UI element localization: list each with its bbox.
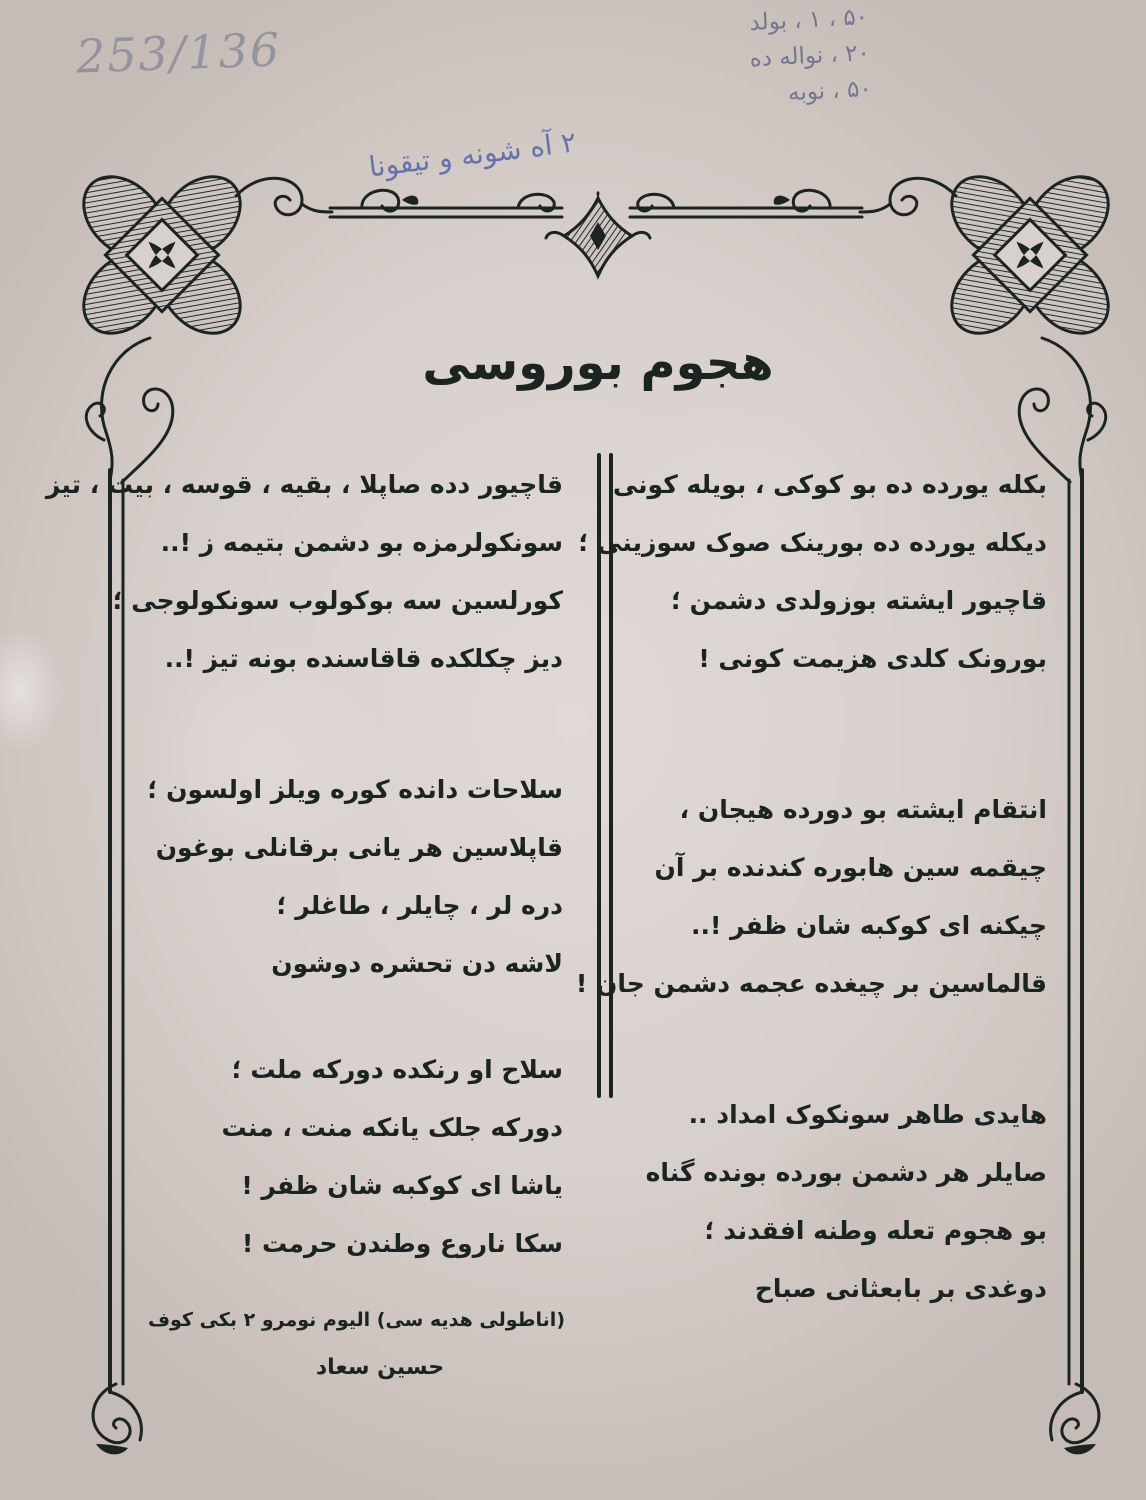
verse-line: سلاح او رنکده دورکه ملت ؛ xyxy=(231,1055,563,1084)
ink-margin-note-line: ۵۰ ، ۱ ، بولد xyxy=(748,4,869,37)
source-attribution: (اناطولی هدیه سی) الیوم نومرو ۲ بکی کوف xyxy=(147,1309,565,1331)
verse-line: چیکنه ای کوکبه شان ظفر !.. xyxy=(690,911,1047,940)
verse-line: انتقام ایشته بو دورده هیجان ، xyxy=(679,795,1047,824)
verse-line: دیز چکلکده قاقاسنده بونه تیز !.. xyxy=(164,644,563,673)
verse-line: دره لر ، چایلر ، طاغلر ؛ xyxy=(276,891,563,920)
verse-line: قاچیور دده صاپلا ، بقیه ، قوسه ، بیت ، تیز xyxy=(45,470,563,499)
catalog-number-note: 253/136 xyxy=(75,22,282,84)
verse-line: هایدی طاهر سونکوک امداد .. xyxy=(688,1100,1047,1129)
left-column xyxy=(45,0,565,1500)
stanza xyxy=(635,1086,1047,1318)
verse-line: دیکله یورده ده بورینک صوک سوزینی ؛ xyxy=(578,528,1047,557)
verse-line: یاشا ای کوکبه شان ظفر ! xyxy=(241,1171,563,1200)
poem-title: هجوم بوروسی xyxy=(422,335,774,391)
verse-line: قاچیور ایشته بوزولدی دشمن ؛ xyxy=(670,586,1047,615)
stanza xyxy=(45,456,563,688)
ink-margin-note-line: ۵۰ ، نوبه xyxy=(787,75,873,107)
verse-line: قاپلاسین هر یانی برقانلی بوغون xyxy=(155,833,563,862)
verse-line: لاشه دن تحشره دوشون xyxy=(271,949,563,978)
verse-line: بکله یورده ده بو کوکی ، بویله کونی xyxy=(612,470,1047,499)
verse-line: سونکولرمزه بو دشمن بتیمه ز !.. xyxy=(160,528,563,557)
verse-line: بورونک کلدی هزیمت کونی ! xyxy=(698,644,1047,673)
verse-line: دوغدی بر بابعثانی صباح xyxy=(754,1274,1047,1303)
verse-line: قالماسین بر چیغده عجمه دشمن جان ! xyxy=(575,969,1047,998)
ink-margin-note-line: ۲۰ ، نواله ده xyxy=(748,39,871,73)
author-name: حسین سعاد xyxy=(315,1355,445,1380)
blue-ink-note: ۲ آه شونه و تیقونا xyxy=(366,125,578,184)
verse-line: چیقمه سین هابوره کندنده بر آن xyxy=(654,853,1047,882)
verse-line: صایلر هر دشمن بورده بونده گناه xyxy=(645,1158,1047,1187)
stanza xyxy=(147,761,563,993)
verse-line: کورلسین سه بوکولوب سونکولوجی ؛ xyxy=(112,586,563,615)
stanza xyxy=(575,781,1047,1013)
verse-line: دورکه جلک یانکه منت ، منت xyxy=(221,1113,563,1142)
stanza xyxy=(578,456,1047,688)
verse-line: سلاحات دانده کوره ویلز اولسون ؛ xyxy=(147,775,563,804)
verse-line: سکا ناروع وطندن حرمت ! xyxy=(241,1229,563,1258)
verse-line: بو هجوم تعله وطنه افقدند ؛ xyxy=(704,1216,1047,1245)
stanza xyxy=(150,1041,563,1273)
